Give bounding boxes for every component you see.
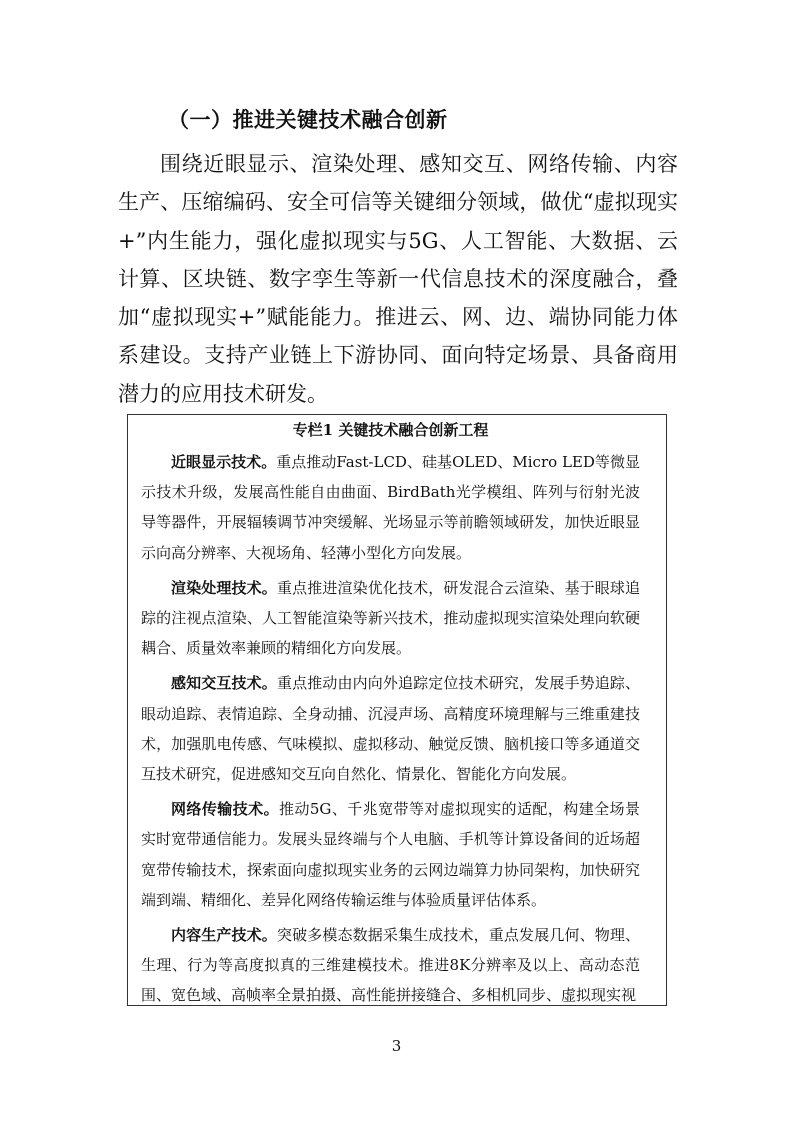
- column-item-text: 重点推动Fast-LCD、硅基OLED、Micro LED等微显示技术升级，发展高性能自由曲面、BirdBath光学模组、阵列与衍射光波导等器件，开展辐辏调节冲突缓解、光场显示等前瞻领域研发，加快近眼显示向高分辨率、大视场角、轻薄小型化方向发展。: [141, 453, 640, 562]
- column-item-network-transmission: [141, 794, 640, 915]
- column-item-text: 推动5G、千兆宽带等对虚拟现实的适配，构建全场景实时宽带通信能力。发展头显终端与个人电脑、手机等计算设备间的近场超宽带传输技术，探索面向虚拟现实业务的云网边端算力协同架构，加快研究端到端、精细化、差异化网络传输运维与体验质量评估体系。: [141, 800, 640, 909]
- section-heading: （一）推进关键技术融合创新: [168, 107, 448, 132]
- intro-paragraph: 围绕近眼显示、渲染处理、感知交互、网络传输、内容生产、压缩编码、安全可信等关键细分领域，做优“虚拟现实+”内生能力，强化虚拟现实与5G、人工智能、大数据、云计算、区块链、数字孪生等新一代信息技术的深度融合，叠加“虚拟现实+”赋能能力。推进云、网、边、端协同能力体系建设。支持产业链上下游协同、面向特定场景、具备商用潜力的应用技术研发。: [118, 152, 678, 406]
- column-item-text: 重点推进渲染优化技术，研发混合云渲染、基于眼球追踪的注视点渲染、人工智能渲染等新兴技术，推动虚拟现实渲染处理向软硬耦合、质量效率兼顾的精细化方向发展。: [141, 578, 640, 658]
- column-item-text: 突破多模态数据采集生成技术，重点发展几何、物理、生理、行为等高度拟真的三维建模技术。推进8K分辨率及以上、高动态范围、宽色域、高帧率全景拍摄、高性能拼接缝合、多相机同步、虚拟现实视: [141, 926, 640, 1005]
- column-item-near-eye-display: [141, 447, 640, 568]
- column-item-content-production: [141, 920, 640, 1006]
- column-box: [127, 414, 667, 1006]
- column-item-rendering: [141, 573, 640, 664]
- column-item-lead: 内容生产技术。: [171, 926, 277, 945]
- column-item-lead: 近眼显示技术。: [171, 453, 277, 471]
- column-item-text: 重点推动由内向外追踪定位技术研究，发展手势追踪、眼动追踪、表情追踪、全身动捕、沉浸声场、高精度环境理解与三维重建技术，加强肌电传感、气味模拟、虚拟移动、触觉反馈、脑机接口等多通道交互技术研究，促进感知交互向自然化、情景化、智能化方向发展。: [141, 674, 640, 784]
- column-item-lead: 网络传输技术。: [171, 800, 280, 819]
- column-item-perception-interaction: [141, 668, 640, 789]
- column-item-lead: 感知交互技术。: [171, 674, 277, 693]
- page-number: 3: [391, 1037, 402, 1055]
- column-item-lead: 渲染处理技术。: [171, 578, 277, 597]
- column-box-title: 专栏1 关键技术融合创新工程: [292, 421, 489, 439]
